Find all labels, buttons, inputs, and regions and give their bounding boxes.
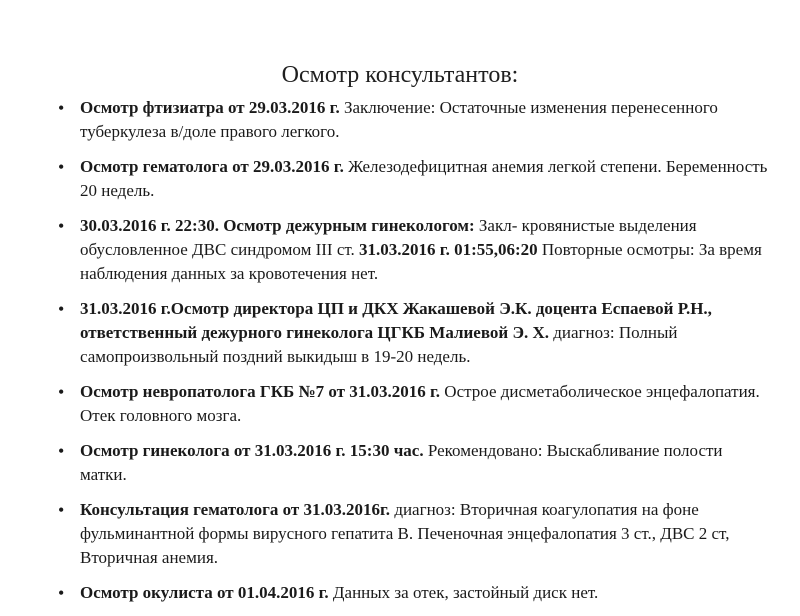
item-heading-text: 31.03.2016 г. 01:55,06:20: [359, 240, 538, 259]
slide-title: Осмотр консультантов:: [281, 62, 519, 88]
item-heading-text: 31.03.2016 г.Осмотр директора ЦП и ДКХ Жакашевой Э.К. доцента Еспаевой Р.Н., ответственный дежурного гинеколога ЦГКБ Малиевой Э. Х.: [80, 299, 712, 342]
item-body-text: Данных за отек, застойный диск нет.: [328, 583, 599, 602]
bullet-icon: •: [58, 382, 65, 402]
item-heading-text: Осмотр фтизиатра от 29.03.2016 г.: [80, 98, 340, 117]
bullet-icon: •: [58, 157, 65, 177]
bullet-icon: •: [58, 583, 65, 603]
bullet-icon: •: [58, 98, 65, 118]
item-body-text: диагноз: Вторичная коагулопатия на фоне фульминантной формы вирусного гепатита В. Печеночная энцефалопатия 3 ст., ДВС 2 ст, Вторичная анемия.: [80, 500, 730, 567]
item-body-text: Рекомендовано: Выскабливание полости матки.: [80, 441, 723, 484]
item-heading-text: Осмотр невропатолога ГКБ №7 от 31.03.2016 г.: [80, 382, 441, 401]
item-heading-text: Осмотр гематолога от 29.03.2016 г.: [80, 157, 344, 176]
list-item: [58, 96, 768, 144]
list-item: [58, 439, 768, 487]
bullet-icon: •: [58, 500, 65, 520]
item-body-text: Железодефицитная анемия легкой степени. Беременность 20 недель.: [80, 157, 768, 200]
list-item: [58, 498, 768, 570]
item-heading-text: 30.03.2016 г. 22:30. Осмотр дежурным гинекологом:: [80, 216, 475, 235]
bullet-list: [58, 96, 768, 616]
list-item: [58, 214, 768, 286]
list-item: [58, 581, 768, 605]
item-body-text: диагноз: Полный самопроизвольный поздний выкидыш в 19-20 недель.: [80, 323, 678, 366]
item-heading-text: Консультация гематолога от 31.03.2016г.: [80, 500, 391, 519]
item-heading-text: Осмотр гинеколога от 31.03.2016 г. 15:30 час.: [80, 441, 424, 460]
item-body-text: Повторные осмотры: За время наблюдения данных за кровотечения нет.: [80, 240, 762, 283]
item-heading-text: Осмотр окулиста от 01.04.2016 г.: [80, 583, 329, 602]
bullet-icon: •: [58, 216, 65, 236]
bullet-icon: •: [58, 441, 65, 461]
list-item: [58, 380, 768, 428]
bullet-icon: •: [58, 299, 65, 319]
list-item: [58, 297, 768, 369]
list-item: [58, 155, 768, 203]
item-body-text: Острое дисметаболическое энцефалопатия. Отек головного мозга.: [80, 382, 760, 425]
item-body-text: Закл- кровянистые выделения обусловленное ДВС синдромом III ст.: [80, 216, 697, 259]
item-body-text: Заключение: Остаточные изменения перенесенного туберкулеза в/доле правого легкого.: [80, 98, 718, 141]
